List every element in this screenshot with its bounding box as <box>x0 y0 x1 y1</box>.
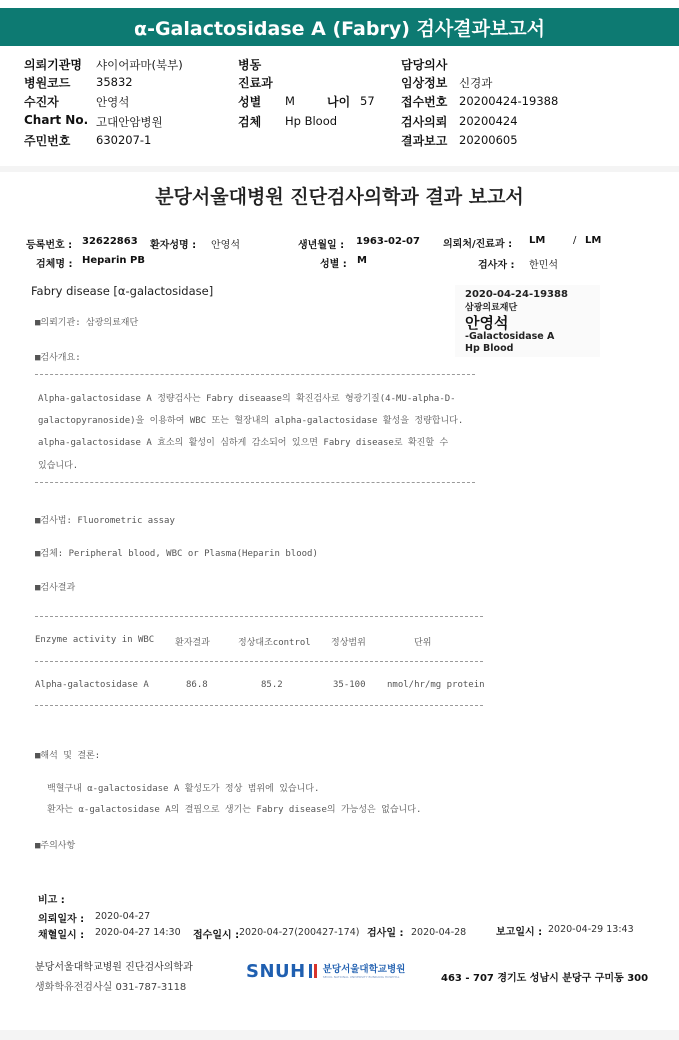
table-cell: 85.2 <box>261 680 283 690</box>
header-field-label: 수진자 <box>24 95 59 109</box>
table-cell: nmol/hr/mg protein <box>387 680 485 690</box>
header-field-label: 결과보고 <box>401 134 448 148</box>
report-header-bar <box>0 8 679 46</box>
patient-value: 안영석 <box>211 240 240 251</box>
header-field-label: 담당의사 <box>401 58 448 72</box>
stamp-line: 안영석 <box>465 314 509 332</box>
interpretation-line: 환자는 α-galactosidase A의 결핍으로 생기는 Fabry disease의 가능성은 없습니다. <box>47 805 422 815</box>
interpretation-title: ■해석 및 결론: <box>35 751 101 761</box>
header-field-label: 병동 <box>238 58 262 72</box>
logo-korean-name: 분당서울대학교병원 <box>322 963 406 975</box>
divider <box>35 661 483 662</box>
specimen-label-stamp <box>455 285 600 357</box>
stamp-line: 2020-04-24-19388 <box>465 289 568 300</box>
notes-title: ■주의사항 <box>35 841 76 851</box>
table-header-cell: Enzyme activity in WBC <box>35 635 155 645</box>
specimen-value: Heparin PB <box>82 255 145 266</box>
specimen-label: 검체명 : <box>36 259 73 270</box>
header-field-value: 고대안암병원 <box>96 115 163 129</box>
method: ■검사법: Fluorometric assay <box>35 516 175 526</box>
header-field-label: 의뢰기관명 <box>24 58 82 72</box>
report-title: 분당서울대병원 진단검사의학과 결과 보고서 <box>155 186 524 208</box>
dept-label: 의뢰처/진료과 : <box>443 239 513 250</box>
logo-english-name: SEOUL NATIONAL UNIVERSITY BUNDANG HOSPITAL <box>322 974 400 979</box>
overview-line: galactopyranoside)을 이용하여 WBC 또는 혈장내의 alpha-galactosidase 활성을 정량합니다. <box>38 416 464 426</box>
sex-value: M <box>357 255 367 266</box>
dept-separator: / <box>573 235 577 246</box>
sex-label: 성별 : <box>320 259 347 270</box>
table-cell: 35-100 <box>333 680 366 690</box>
reg-no-value: 32622863 <box>82 236 138 247</box>
interpretation-line: 백혈구내 α-galactosidase A 활성도가 정상 범위에 있습니다. <box>47 784 320 794</box>
collect-label: 채혈일시 : <box>38 930 85 941</box>
table-header-cell: 환자결과 <box>175 638 210 648</box>
header-info-panel <box>0 46 679 167</box>
logo-mark-icon <box>308 962 320 980</box>
test-name: Fabry disease [α-galactosidase] <box>31 284 214 298</box>
table-header-cell: 정상범위 <box>331 638 366 648</box>
table-header-cell: 단위 <box>414 638 432 648</box>
sample: ■검체: Peripheral blood, WBC or Plasma(Heparin blood) <box>35 549 318 559</box>
header-field-label: 나이 <box>327 95 351 109</box>
result-title: ■검사결과 <box>35 583 76 593</box>
header-field-value: 20200424 <box>459 114 518 128</box>
dob-label: 생년월일 : <box>298 240 345 251</box>
hospital-logo <box>246 959 405 983</box>
request-date-value: 2020-04-27 <box>95 911 151 922</box>
footer-department: 분당서울대학교병원 진단검사의학과 <box>35 962 193 973</box>
overview-line: 있습니다. <box>38 461 79 471</box>
receive-label: 접수일시 : <box>193 930 240 941</box>
report-header-title: α-Galactosidase A (Fabry) 검사결과보고서 <box>134 17 545 40</box>
overview-title: ■검사개요: <box>35 353 81 363</box>
header-field-label: 검체 <box>238 115 262 129</box>
dept-b-value: LM <box>585 235 602 246</box>
header-field-label: 검사의뢰 <box>401 115 448 129</box>
divider <box>35 374 475 375</box>
collect-value: 2020-04-27 14:30 <box>95 927 181 938</box>
dept-a-value: LM <box>529 235 546 246</box>
report-date-label: 보고일시 : <box>496 927 543 938</box>
patient-label: 환자성명 : <box>150 240 197 251</box>
examiner-value: 한민석 <box>529 260 558 271</box>
header-field-value: 안영석 <box>96 95 130 109</box>
stamp-line: 삼광의료재단 <box>465 303 518 313</box>
table-header-cell: 정상대조control <box>238 638 311 648</box>
dob-value: 1963-02-07 <box>356 236 420 247</box>
header-field-value: 57 <box>360 94 375 108</box>
overview-line: Alpha-galactosidase A 정량검사는 Fabry diseaase의 확진검사로 형광기질(4-MU-alpha-D- <box>38 394 456 404</box>
table-cell: 86.8 <box>186 680 208 690</box>
header-field-value: Hp Blood <box>285 114 338 128</box>
reg-no-label: 등록번호 : <box>26 240 73 251</box>
header-field-label: 성별 <box>238 95 262 109</box>
table-cell: Alpha-galactosidase A <box>35 680 149 690</box>
footer-phone: 생화학유전검사실 031-787-3118 <box>35 982 187 993</box>
header-field-value: 20200424-19388 <box>459 94 559 108</box>
test-date-value: 2020-04-28 <box>411 927 467 938</box>
request-date-label: 의뢰일자 : <box>38 914 85 925</box>
header-field-label: 접수번호 <box>401 95 448 109</box>
header-field-value: 35832 <box>96 75 133 89</box>
receive-value: 2020-04-27(200427-174) <box>239 927 360 938</box>
header-field-label: 주민번호 <box>24 134 71 148</box>
header-field-label: 병원코드 <box>24 76 71 90</box>
header-field-value: 신경과 <box>459 76 493 90</box>
header-field-value: 20200605 <box>459 133 518 147</box>
requesting-org: ■의뢰기관: 삼광의료재단 <box>35 318 139 328</box>
snuh-logo-text: SNUH <box>246 960 306 982</box>
header-field-label: 진료과 <box>238 76 273 90</box>
divider <box>35 482 475 483</box>
header-field-label: Chart No. <box>24 113 89 127</box>
address: 463 - 707 경기도 성남시 분당구 구미동 300 <box>441 973 649 984</box>
divider <box>35 705 483 706</box>
overview-line: alpha-galactosidase A 효소의 활성이 심하게 감소되어 있으면 Fabry disease로 확진할 수 <box>38 438 449 448</box>
remark-label: 비고 : <box>38 895 65 906</box>
header-field-value: M <box>285 94 295 108</box>
divider <box>35 616 483 617</box>
test-date-label: 검사일 : <box>367 928 404 939</box>
header-field-label: 임상정보 <box>401 76 448 90</box>
header-field-value: 샤이어파마(북부) <box>96 58 183 72</box>
report-date-value: 2020-04-29 13:43 <box>548 924 634 935</box>
examiner-label: 검사자 : <box>478 260 515 271</box>
header-field-value: 630207-1 <box>96 133 152 147</box>
stamp-line: -Galactosidase A <box>465 331 555 342</box>
stamp-line: Hp Blood <box>465 343 514 354</box>
